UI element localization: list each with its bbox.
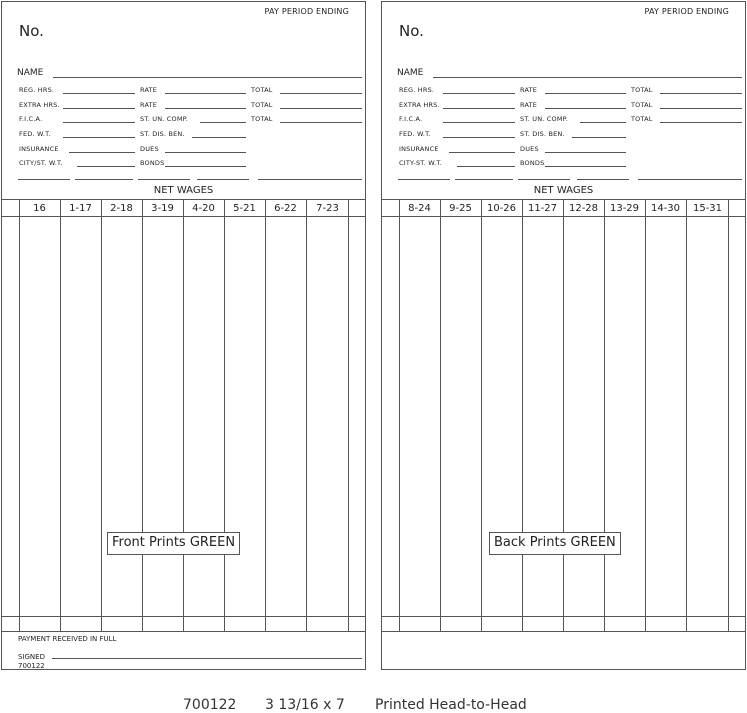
signed-label: SIGNED bbox=[18, 653, 45, 661]
total-line bbox=[280, 93, 362, 94]
total-line bbox=[280, 122, 362, 123]
grid-column-line bbox=[728, 199, 729, 631]
fed-wt-line bbox=[443, 137, 515, 138]
day-column-header: 1-17 bbox=[69, 203, 92, 214]
day-column-header: 8-24 bbox=[408, 203, 431, 214]
dues-line bbox=[545, 152, 626, 153]
city-st-wt-line bbox=[77, 166, 135, 167]
payment-received-label: PAYMENT RECEIVED IN FULL bbox=[18, 635, 117, 643]
st-dis-ben-line bbox=[572, 137, 626, 138]
day-column-header: 3-19 bbox=[151, 203, 174, 214]
blank-line bbox=[638, 179, 742, 180]
day-column-header: 15-31 bbox=[692, 203, 723, 214]
net-wages-label: NET WAGES bbox=[153, 185, 214, 196]
rate-line bbox=[545, 93, 626, 94]
st-dis-ben-label: ST. DIS. BEN. bbox=[140, 130, 185, 138]
rate-label: RATE bbox=[140, 86, 158, 94]
back-prints-note: Back Prints GREEN bbox=[489, 532, 621, 555]
dues-label: DUES bbox=[140, 145, 159, 153]
total-line bbox=[660, 93, 742, 94]
blank-line bbox=[518, 179, 570, 180]
total-label: TOTAL bbox=[251, 115, 273, 123]
total-label: TOTAL bbox=[631, 115, 653, 123]
total-label: TOTAL bbox=[631, 101, 653, 109]
grid-column-line bbox=[440, 199, 441, 631]
fica-line bbox=[63, 122, 135, 123]
grid-column-line bbox=[399, 199, 400, 631]
time-card-front bbox=[1, 1, 366, 670]
st-dis-ben-line bbox=[192, 137, 246, 138]
insurance-label: INSURANCE bbox=[399, 145, 439, 153]
city-st-wt-label: CITY-ST. W.T. bbox=[399, 159, 443, 167]
fed-wt-line bbox=[63, 137, 135, 138]
caption-size: 3 13/16 x 7 bbox=[265, 697, 345, 713]
day-column-header: 5-21 bbox=[233, 203, 256, 214]
st-dis-ben-label: ST. DIS. BEN. bbox=[520, 130, 565, 138]
grid-column-line bbox=[19, 199, 20, 631]
blank-line bbox=[75, 179, 133, 180]
blank-line bbox=[197, 179, 249, 180]
name-label: NAME bbox=[17, 68, 44, 78]
extra-hrs-label: EXTRA HRS. bbox=[19, 101, 60, 109]
grid-column-line bbox=[348, 199, 349, 631]
caption-print-note: Printed Head-to-Head bbox=[375, 697, 527, 713]
day-column-header: 14-30 bbox=[650, 203, 681, 214]
city-st-wt-label: CITY/ST. W.T. bbox=[19, 159, 63, 167]
total-label: TOTAL bbox=[251, 101, 273, 109]
time-card-back bbox=[381, 1, 746, 670]
bonds-line bbox=[545, 166, 626, 167]
grid-column-line bbox=[604, 199, 605, 631]
fed-wt-label: FED. W.T. bbox=[399, 130, 431, 138]
day-column-header: 6-22 bbox=[274, 203, 297, 214]
blank-line bbox=[258, 179, 362, 180]
day-column-header: 2-18 bbox=[110, 203, 133, 214]
blank-line bbox=[455, 179, 513, 180]
pay-period-ending-label: PAY PERIOD ENDING bbox=[264, 7, 349, 16]
grid-column-line bbox=[306, 199, 307, 631]
day-column-header: 12-28 bbox=[568, 203, 599, 214]
day-column-header: 9-25 bbox=[449, 203, 472, 214]
card-number-label: No. bbox=[399, 22, 424, 40]
total-line bbox=[280, 108, 362, 109]
rate-line bbox=[165, 93, 246, 94]
grid-column-line bbox=[60, 199, 61, 631]
name-label: NAME bbox=[397, 68, 424, 78]
blank-line bbox=[398, 179, 450, 180]
city-st-wt-line bbox=[457, 166, 515, 167]
st-un-comp-line bbox=[200, 122, 246, 123]
grid-column-line bbox=[481, 199, 482, 631]
grid-column-line bbox=[142, 199, 143, 631]
total-line bbox=[660, 122, 742, 123]
card-number-label: No. bbox=[19, 22, 44, 40]
bonds-label: BONDS bbox=[140, 159, 165, 167]
day-column-header: 7-23 bbox=[316, 203, 339, 214]
grid-column-line bbox=[686, 199, 687, 631]
day-column-header: 13-29 bbox=[609, 203, 640, 214]
total-label: TOTAL bbox=[631, 86, 653, 94]
day-column-header: 11-27 bbox=[527, 203, 558, 214]
st-un-comp-line bbox=[580, 122, 626, 123]
reg-hrs-label: REG. HRS. bbox=[399, 86, 435, 94]
grid-bottom-rule bbox=[382, 631, 745, 632]
rate-label: RATE bbox=[520, 101, 538, 109]
reg-hrs-line bbox=[63, 93, 135, 94]
grid-column-line bbox=[101, 199, 102, 631]
name-field-line bbox=[53, 77, 362, 78]
blank-line bbox=[577, 179, 629, 180]
dues-label: DUES bbox=[520, 145, 539, 153]
form-code: 700122 bbox=[18, 662, 45, 670]
rate-line bbox=[165, 108, 246, 109]
caption-form-code: 700122 bbox=[183, 697, 237, 713]
insurance-line bbox=[449, 152, 515, 153]
extra-hrs-line bbox=[63, 108, 135, 109]
bonds-label: BONDS bbox=[520, 159, 545, 167]
fica-label: F.I.C.A. bbox=[399, 115, 423, 123]
fed-wt-label: FED. W.T. bbox=[19, 130, 51, 138]
fica-line bbox=[443, 122, 515, 123]
pay-period-ending-label: PAY PERIOD ENDING bbox=[644, 7, 729, 16]
grid-column-line bbox=[563, 199, 564, 631]
blank-line bbox=[138, 179, 190, 180]
reg-hrs-line bbox=[443, 93, 515, 94]
grid-column-line bbox=[183, 199, 184, 631]
grid-column-line bbox=[224, 199, 225, 631]
grid-column-line bbox=[522, 199, 523, 631]
extra-hrs-label: EXTRA HRS. bbox=[399, 101, 440, 109]
dues-line bbox=[165, 152, 246, 153]
net-wages-label: NET WAGES bbox=[533, 185, 594, 196]
signature-line bbox=[52, 658, 362, 659]
grid-bottom-rule bbox=[2, 631, 365, 632]
bonds-line bbox=[165, 166, 246, 167]
reg-hrs-label: REG. HRS. bbox=[19, 86, 55, 94]
fica-label: F.I.C.A. bbox=[19, 115, 43, 123]
day-column-header: 10-26 bbox=[486, 203, 517, 214]
insurance-label: INSURANCE bbox=[19, 145, 59, 153]
st-un-comp-label: ST. UN. COMP. bbox=[520, 115, 569, 123]
total-line bbox=[660, 108, 742, 109]
day-column-header: 4-20 bbox=[192, 203, 215, 214]
rate-label: RATE bbox=[140, 101, 158, 109]
rate-label: RATE bbox=[520, 86, 538, 94]
day-column-header: 16 bbox=[33, 203, 46, 214]
st-un-comp-label: ST. UN. COMP. bbox=[140, 115, 189, 123]
rate-line bbox=[545, 108, 626, 109]
total-label: TOTAL bbox=[251, 86, 273, 94]
grid-column-line bbox=[265, 199, 266, 631]
front-prints-note: Front Prints GREEN bbox=[107, 532, 240, 555]
insurance-line bbox=[69, 152, 135, 153]
blank-line bbox=[18, 179, 70, 180]
grid-column-line bbox=[645, 199, 646, 631]
name-field-line bbox=[433, 77, 742, 78]
extra-hrs-line bbox=[443, 108, 515, 109]
